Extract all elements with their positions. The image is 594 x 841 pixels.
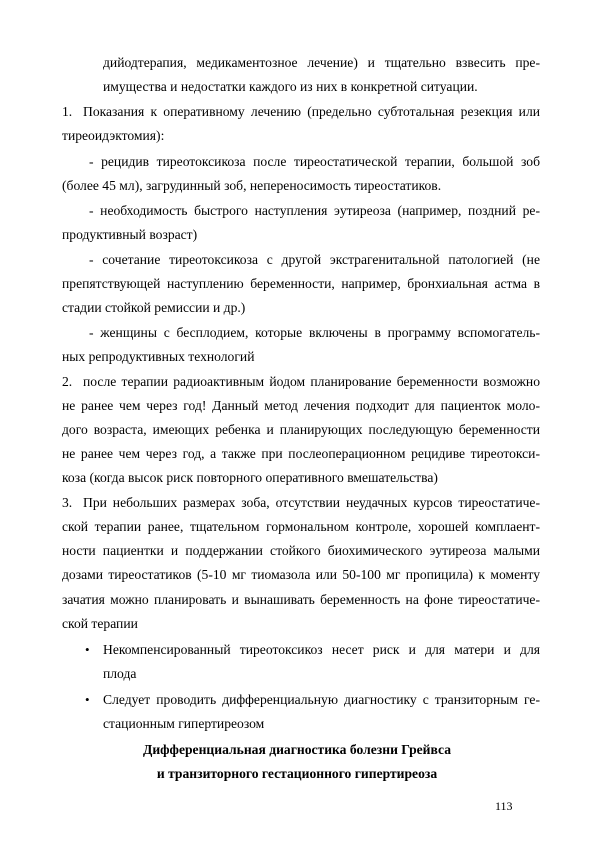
text-line: продуктивный возраст) (62, 227, 198, 242)
text-line: Некомпенсированный тиреотоксикоз несет риск и для матери и для (103, 642, 540, 657)
section-heading: Дифференциальная диагностика болезни Грейвса (142, 742, 452, 757)
text-line: (более 45 мл), загрудинный зоб, непереносимость тиреостатиков. (62, 178, 442, 193)
list-number: 3. (62, 495, 73, 510)
text-line: ской терапии (62, 616, 138, 631)
text-line: стадии стойкой ремиссии и др.) (62, 300, 246, 315)
bullet-icon: • (85, 642, 90, 657)
section-heading: и транзиторного гестационного гипертиреоза (156, 766, 438, 781)
text-line: коза (когда высок риск повторного оперативного вмешательства) (62, 470, 438, 485)
text-line: ных репродуктивных технологий (62, 349, 255, 364)
text-line: дийодтерапия, медикаментозное лечение) и тщательно взвесить пре- (103, 55, 540, 70)
text-line: не ранее чем через год! Данный метод лечения подходит для пациенток моло- (62, 398, 540, 413)
list-number: 1. (62, 104, 73, 119)
text-line: плода (103, 666, 137, 681)
text-line: препятствующей наступлению беременности, например, бронхиальная астма в (62, 276, 540, 291)
text-line: Следует проводить дифференциальную диагностику с транзиторным ге- (103, 692, 540, 707)
list-number: 2. (62, 374, 73, 389)
text-line: ской терапии ранее, тщательном гормональном контроле, хорошей комплаент- (62, 519, 540, 534)
text-line: имущества и недостатки каждого из них в конкретной ситуации. (103, 79, 478, 94)
bullet-icon: • (85, 692, 90, 707)
text-line: ности пациентки и поддержании стойкого биохимического эутиреоза малыми (62, 543, 540, 558)
text-line: При небольших размерах зоба, отсутствии неудачных курсов тиреостатиче- (83, 495, 540, 510)
text-line: - женщины с бесплодием, которые включены в программу вспомогатель- (89, 325, 540, 340)
text-line: - сочетание тиреотоксикоза с другой экстрагенитальной патологией (не (89, 252, 540, 267)
text-line: - рецидив тиреотоксикоза после тиреостатической терапии, большой зоб (89, 154, 540, 169)
text-line: Показания к оперативному лечению (предельно субтотальная резекция или (83, 104, 540, 119)
text-line: не ранее чем через год, а также при послеоперационном рецидиве тиреотокси- (62, 446, 540, 461)
text-line: после терапии радиоактивным йодом планирование беременности возможно (83, 374, 540, 389)
page-number: 113 (495, 799, 513, 813)
text-line: зачатия можно планировать и вынашивать беременность на фоне тиреостатиче- (62, 592, 540, 607)
text-line: тиреоидэктомия): (62, 128, 165, 143)
text-line: стационным гипертиреозом (103, 716, 265, 731)
text-line: дого возраста, имеющих ребенка и планирующих последующую беременности (62, 422, 540, 437)
text-line: - необходимость быстрого наступления эутиреоза (например, поздний ре- (89, 203, 540, 218)
text-line: дозами тиреостатиков (5-10 мг тиомазола или 50-100 мг пропицила) к моменту (62, 567, 540, 582)
